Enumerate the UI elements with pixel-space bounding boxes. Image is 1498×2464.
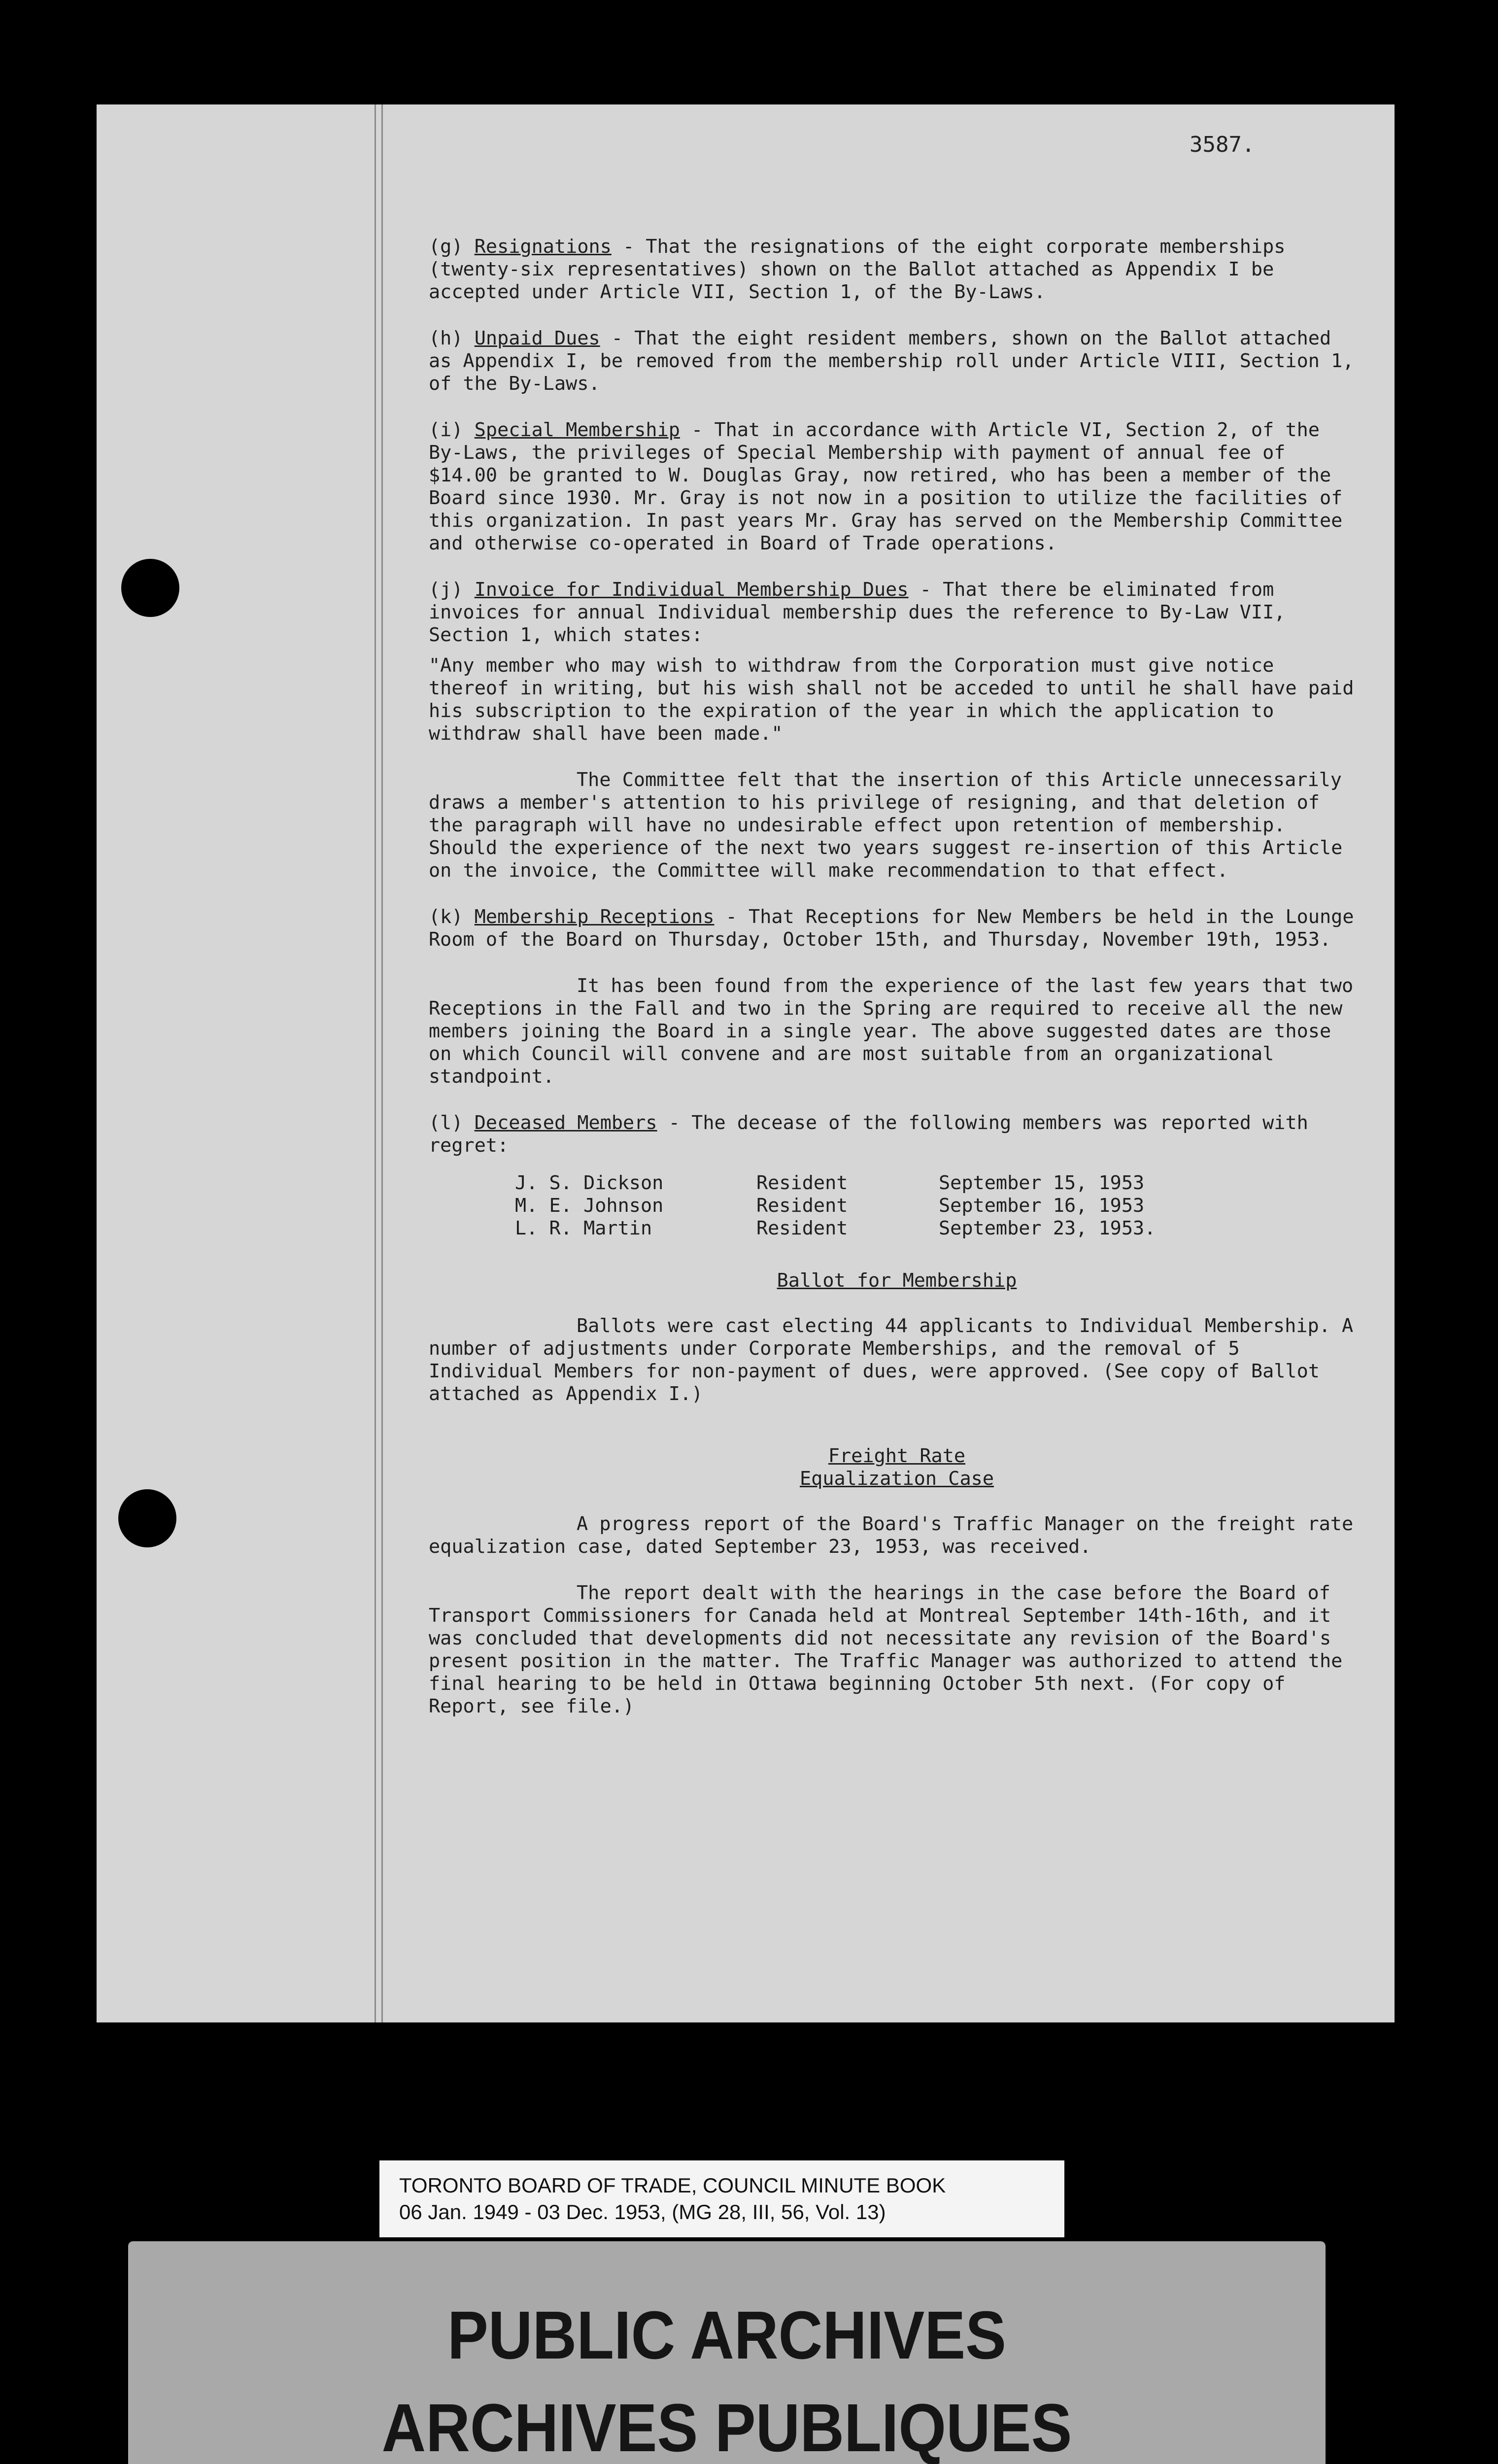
item-title: Unpaid Dues bbox=[474, 327, 600, 349]
freight-paragraph: The report dealt with the hearings in the case before the Board of Transport Commissioners for Canada held at Montreal September 14th-16th, and it was concluded that developments did not necessitate any revision of the Board's present position in the matter. The Traffic Manager was authorized to attend the final hearing to be held in Ottawa beginning October 5th next. (For copy of Report, see file.) bbox=[429, 1582, 1343, 1717]
item-k: (k) Membership Receptions - That Receptions for New Members be held in the Lounge Room of the Board on Thursday, October 15th, and Thursday, November 19th, 1953. bbox=[429, 906, 1354, 951]
committee-comment: The Committee felt that the insertion of this Article unnecessarily draws a member's attention to his privilege of resigning, and that deletion of the paragraph will have no undesirable effect upon retention of membership. Should the experience of the next two years suggest re-insertion of this Article on the invoice, the Committee will make recommendation to that effect. bbox=[429, 769, 1343, 882]
margin-rule bbox=[374, 104, 376, 2022]
list-item: M. E. Johnson Resident September 16, 1953 bbox=[515, 1195, 1145, 1217]
list-item: L. R. Martin Resident September 23, 1953. bbox=[515, 1217, 1156, 1239]
stamp-line: PUBLIC ARCHIVES bbox=[447, 2297, 1006, 2373]
ballot-text: Ballots were cast electing 44 applicants to Individual Membership. A number of adjustments under Corporate Memberships, and the removal of 5 Individual Members for non-payment of dues, were approved. (See copy of Ballot attached as Appendix I.) bbox=[429, 1315, 1354, 1405]
item-l: (l) Deceased Members - The decease of the following members was reported with regret: bbox=[429, 1112, 1308, 1157]
item-title: Invoice for Individual Membership Dues bbox=[474, 579, 909, 601]
freight-paragraph: A progress report of the Board's Traffic Manager on the freight rate equalization case, dated September 23, 1953, was received. bbox=[429, 1513, 1354, 1558]
page-number: 3587. bbox=[1190, 132, 1255, 157]
list-item: J. S. Dickson Resident September 15, 1953 bbox=[515, 1172, 1145, 1194]
punch-hole bbox=[118, 1489, 176, 1547]
bylaw-quote: "Any member who may wish to withdraw from the Corporation must give notice thereof in writing, but his wish shall not be acceded to until he shall have paid his subscription to the expiration of the year in which the application to withdraw shall have been made." bbox=[429, 654, 1354, 745]
archives-stamp bbox=[128, 2241, 1326, 2464]
archive-caption: TORONTO BOARD OF TRADE, COUNCIL MINUTE BOOK 06 Jan. 1949 - 03 Dec. 1953, (MG 28, III, 56, Vol. 13) bbox=[379, 2160, 1064, 2237]
ballot-heading: Ballot for Membership bbox=[777, 1269, 1017, 1292]
margin-rule bbox=[381, 104, 383, 2022]
item-title: Special Membership bbox=[474, 419, 680, 441]
item-g: (g) Resignations - That the resignations of the eight corporate memberships (twenty-six representatives) shown on the Ballot attached as Appendix I be accepted under Article VII, Section 1, of the By-Laws. bbox=[429, 236, 1286, 303]
item-title: Deceased Members bbox=[474, 1112, 657, 1134]
receptions-comment: It has been found from the experience of the last few years that two Receptions in the Fall and two in the Spring are required to receive all the new members joining the Board in a single year. The above suggested dates are those on which Council will convene and are most suitable from an organizational standpoint. bbox=[429, 975, 1354, 1088]
freight-heading: Freight Rate Equalization Case bbox=[799, 1445, 994, 1490]
item-title: Resignations bbox=[474, 236, 612, 258]
item-title: Membership Receptions bbox=[474, 906, 715, 928]
minutes-body bbox=[429, 236, 1365, 1742]
item-i: (i) Special Membership - That in accordance with Article VI, Section 2, of the By-Laws, the privileges of Special Membership with payment of annual fee of $14.00 be granted to W. Douglas Gray, now retired, who has been a member of the Board since 1930. Mr. Gray is not now in a position to utilize the facilities of this organization. In past years Mr. Gray has served on the Membership Committee and otherwise co-operated in Board of Trade operations. bbox=[429, 419, 1343, 554]
item-h: (h) Unpaid Dues - That the eight resident members, shown on the Ballot attached as Appendix I, be removed from the membership roll under Article VIII, Section 1, of the By-Laws. bbox=[429, 327, 1354, 395]
punch-hole bbox=[121, 559, 179, 617]
deceased-list bbox=[515, 1172, 1365, 1240]
item-j: (j) Invoice for Individual Membership Dues - That there be eliminated from invoices for annual Individual membership dues the reference to By-Law VII, Section 1, which states: bbox=[429, 579, 1286, 646]
stamp-line: ARCHIVES PUBLIQUES bbox=[381, 2390, 1072, 2464]
